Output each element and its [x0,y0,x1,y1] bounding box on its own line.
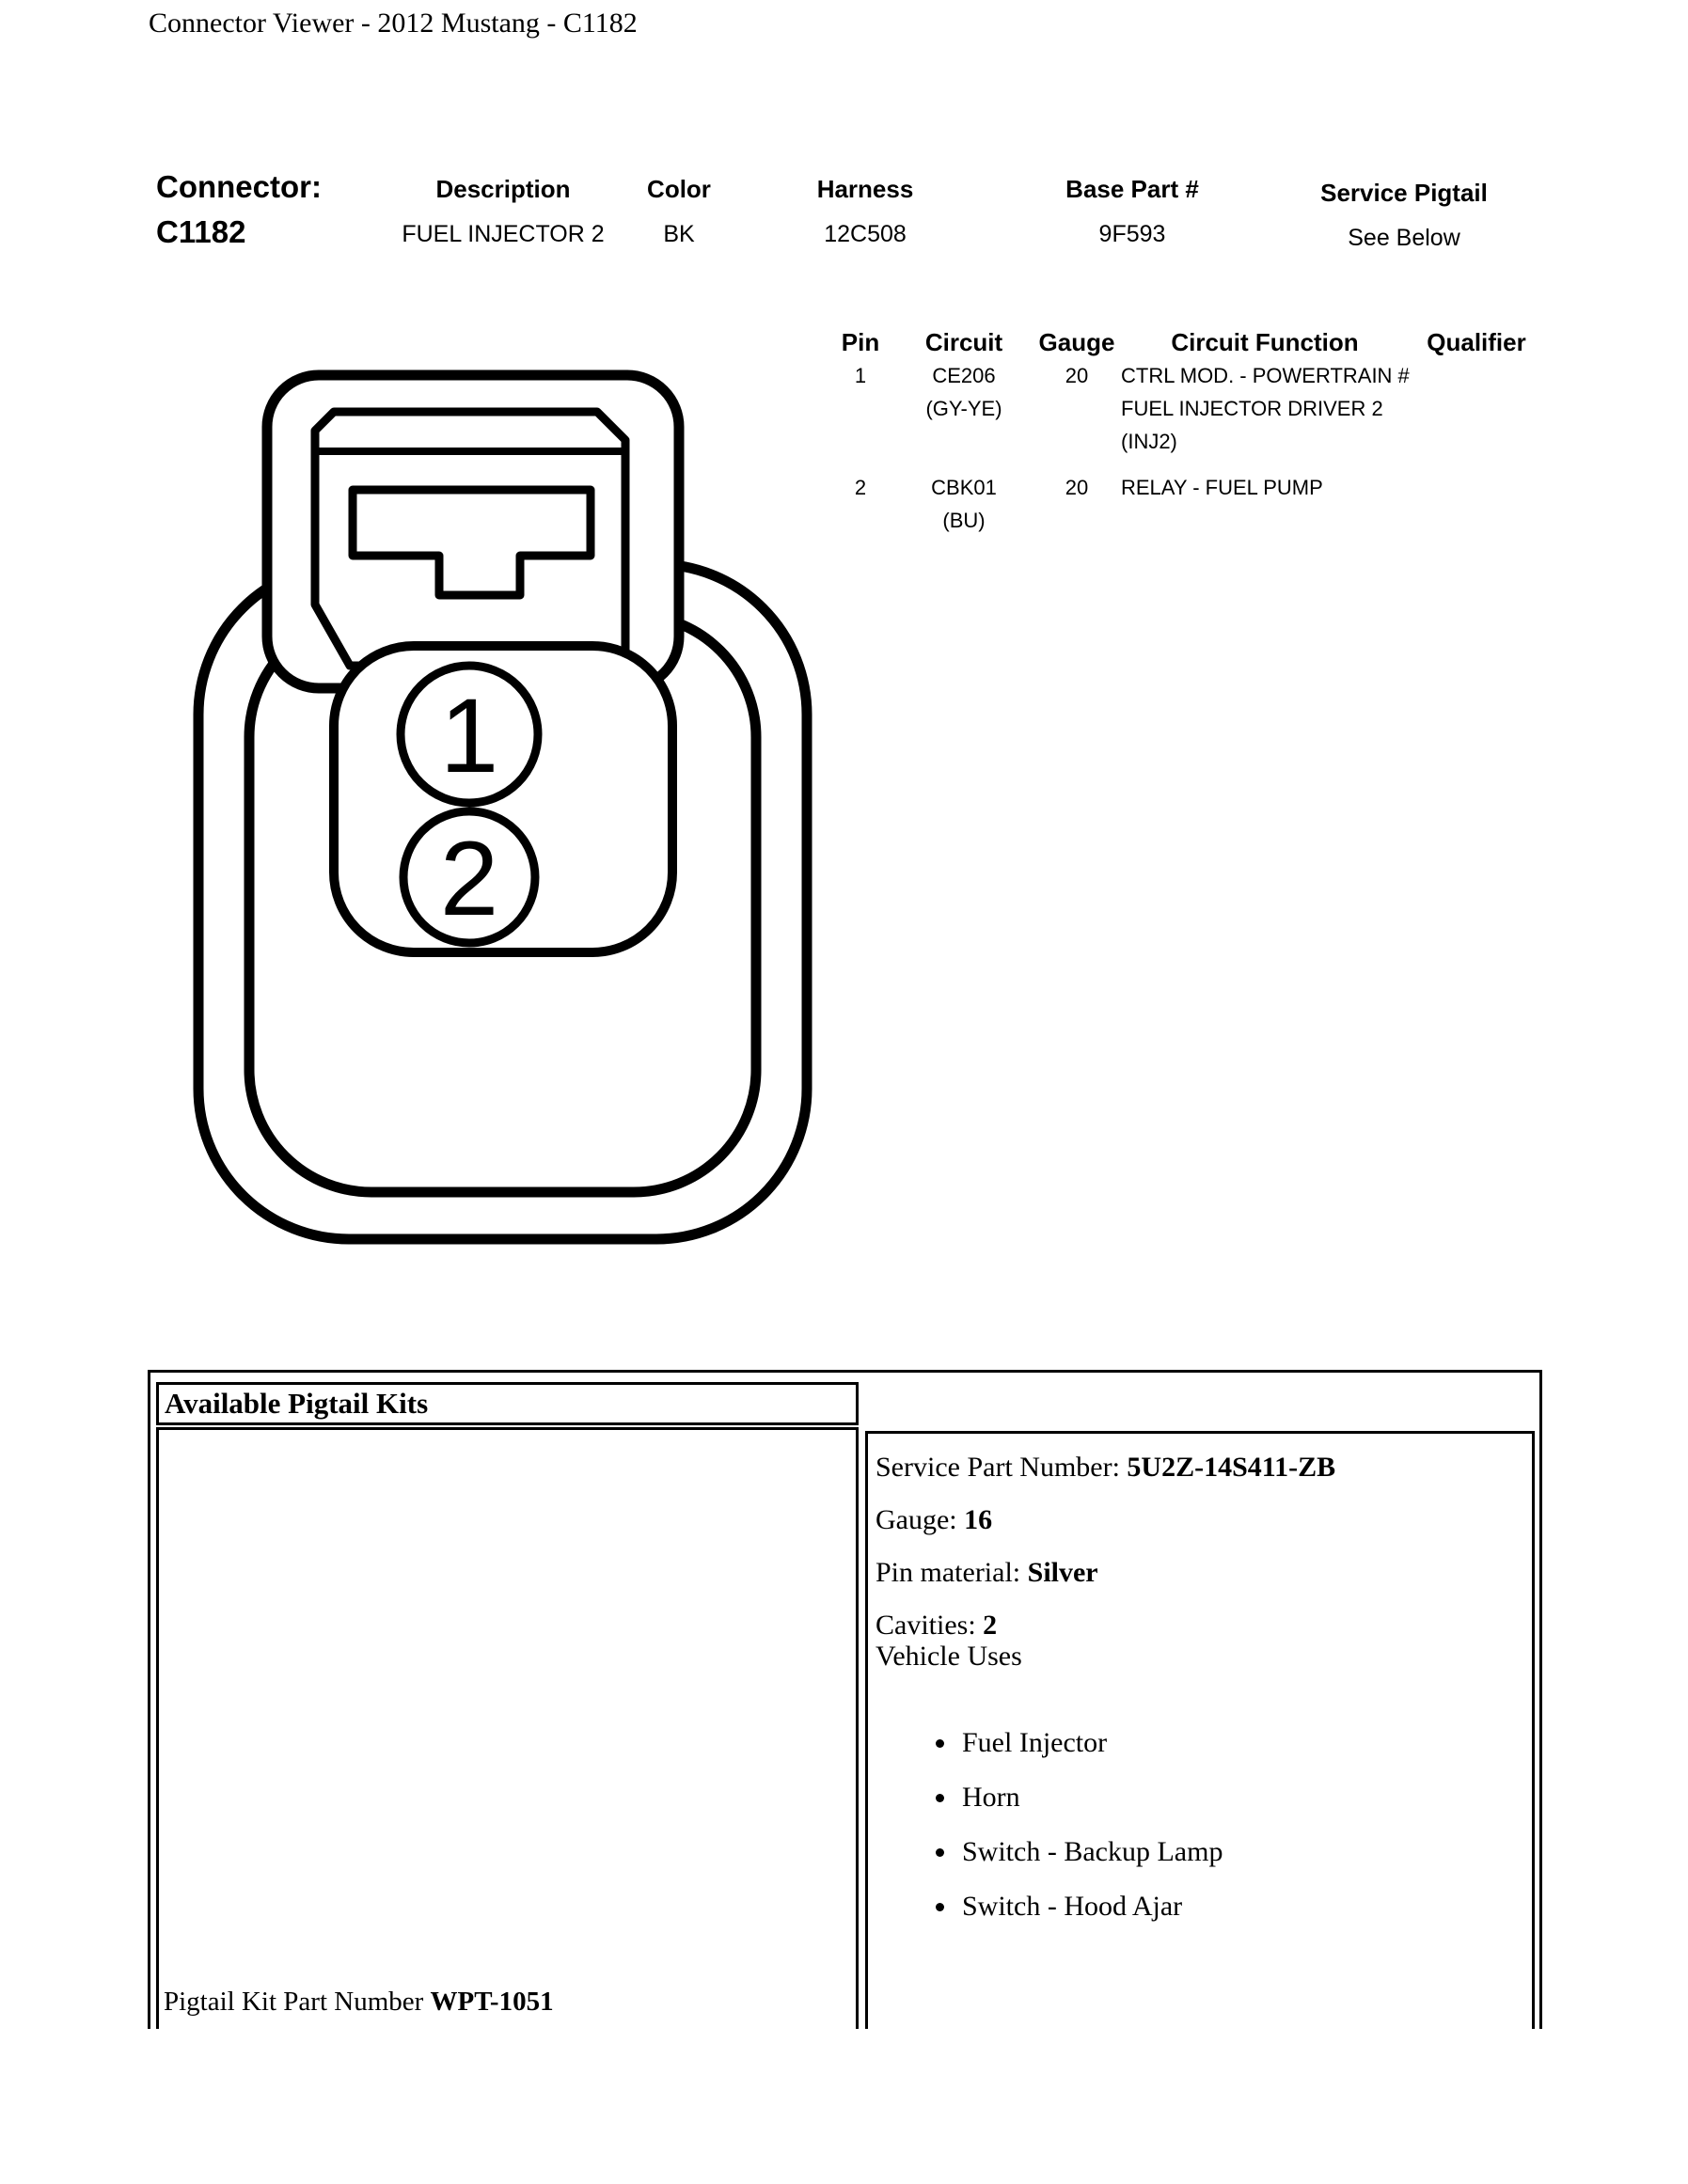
detail-value: 2 [983,1610,998,1641]
vehicle-use-item: • Switch - Backup Lamp [958,1825,1223,1879]
pin-cell: 1 [854,364,867,387]
vehicle-uses-list [868,1716,1223,1934]
field-label: Harness [816,175,914,203]
pin-table-header-pin: Pin [841,328,880,356]
pin-table-header-qualifier: Qualifier [1427,328,1526,356]
field-value: See Below [1348,225,1460,251]
gauge-cell: 20 [1065,364,1089,387]
pin-table-header-gauge: Gauge [1038,328,1115,356]
vehicle-use-item: • Horn [958,1770,1223,1825]
circuit-color: (GY-YE) [925,397,1002,420]
pigtail-service-cell [865,1431,1535,2029]
field-value: FUEL INJECTOR 2 [402,221,605,247]
pin-table [828,326,1542,537]
cavity-2-label: 2 [439,820,499,937]
vehicle-use-item: • Fuel Injector [958,1716,1223,1770]
service-detail-line [876,1441,1335,1494]
field-value: 12C508 [824,221,907,247]
header-field-base-part [982,175,1283,248]
pigtail-kit-cell [156,1427,859,2029]
connector-label: Connector: [156,169,322,204]
function-cell [1119,471,1411,537]
detail-label: Cavities: [876,1610,984,1641]
field-value: 9F593 [1098,221,1166,247]
pin-cell: 2 [854,476,867,499]
service-details [876,1441,1335,1652]
circuit-cell [893,471,1034,537]
function-line: FUEL INJECTOR DRIVER 2 [1121,397,1383,420]
field-label: Service Pigtail [1320,179,1488,207]
detail-label: Pin material: [876,1557,1028,1588]
pigtail-kit-value: WPT-1051 [430,1987,554,2017]
field-label: Color [647,175,711,203]
function-cell [1119,359,1411,458]
cavity-1-label: 1 [439,677,499,794]
connector-diagram [132,350,818,1262]
service-detail-line [876,1547,1335,1599]
detail-value: 16 [964,1504,993,1535]
vehicle-use-item: • Switch - Hood Ajar [958,1879,1223,1934]
pin-table-header-circuit: Circuit [924,328,1003,356]
pigtail-kits-header: Available Pigtail Kits [156,1382,859,1425]
circuit-color: (BU) [942,509,986,532]
function-line: CTRL MOD. - POWERTRAIN # [1121,364,1410,387]
field-label: Base Part # [1065,175,1199,203]
qualifier-cell [1411,471,1542,537]
circuit-code: CE206 [932,364,996,387]
qualifier-cell [1411,359,1542,458]
service-detail-line [876,1494,1335,1547]
detail-value: Silver [1027,1557,1098,1588]
detail-label: Gauge: [876,1504,965,1535]
field-value: BK [663,221,695,247]
circuit-code: CBK01 [931,476,997,499]
detail-value: 5U2Z-14S411-ZB [1127,1452,1336,1483]
function-line: RELAY - FUEL PUMP [1121,476,1323,499]
page-title: Connector Viewer - 2012 Mustang - C1182 [149,8,638,39]
header-field-service-pigtail [1254,179,1554,252]
function-line: (INJ2) [1121,430,1177,453]
connector-id: C1182 [156,214,246,249]
vehicle-uses-title: Vehicle Uses [876,1641,1022,1672]
gauge-cell: 20 [1065,476,1089,499]
pigtail-kit-part-number [164,1987,554,2018]
field-label: Description [435,175,571,203]
header-field-harness [715,175,1016,248]
pin-table-header-function: Circuit Function [1171,328,1359,356]
detail-label: Service Part Number: [876,1452,1128,1483]
circuit-cell [893,359,1034,458]
pigtail-kit-label: Pigtail Kit Part Number [164,1987,431,2017]
